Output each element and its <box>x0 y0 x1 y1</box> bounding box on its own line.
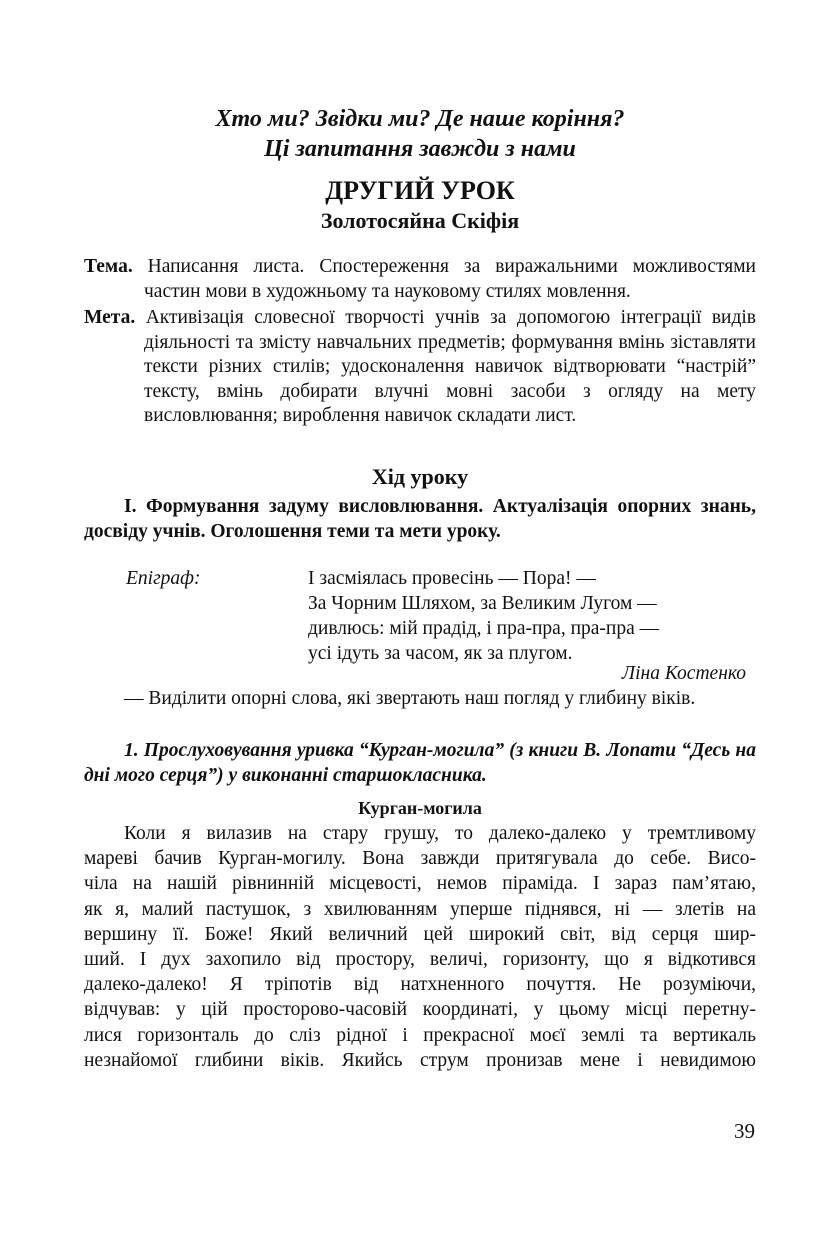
instruction-text: — Виділити опорні слова, які звертають наш погляд у глибину віків. <box>124 688 696 709</box>
story-line: чіла на нашій рівнинній місцевості, немов піраміда. І зараз пам’ятаю, <box>84 873 756 895</box>
epigraph-poem <box>308 566 756 666</box>
epigraph-header <box>84 104 756 164</box>
section-1-heading: І. Формування задуму висловлювання. Актуалізація опорних знань, досвіду учнів. Оголошення теми та мети уроку. <box>84 496 756 542</box>
epigraph-header-line-2: Ці запитання завжди з нами <box>264 136 576 162</box>
story-line: відчував: у цій просторово-часовій координаті, у цьому місці перетну- <box>84 999 756 1021</box>
story-line: як я, малий пастушок, з хвилюванням уперше піднявся, ні — злетів на <box>84 898 756 920</box>
story-line: ший. І дух захопило від простору, величі, горизонту, що я відкотився <box>84 949 756 971</box>
epigraph-line: дивлюсь: мій прадід, і пра-пра, пра-пра — <box>308 618 660 639</box>
topic-label: Тема. <box>84 256 133 277</box>
task-1-heading: 1. Прослуховування уривка “Курган-могила” (з книги В. Лопати “Десь на дні мого серця”) у виконанні старшокласника. <box>84 740 756 786</box>
lesson-subtitle: Золотосяйна Скіфія <box>320 208 520 233</box>
epigraph-line: І засміялась провесінь — Пора! — <box>308 568 596 589</box>
story-line: незнайомої глибини віків. Якийсь струм пронизав мене і невидимою <box>84 1049 756 1071</box>
epigraph-label: Епіграф: <box>126 568 201 589</box>
story-text <box>84 821 756 1073</box>
goal-block <box>84 306 756 429</box>
goal-label: Мета. <box>84 307 136 328</box>
epigraph-line: За Чорним Шляхом, за Великим Лугом — <box>308 593 657 614</box>
story-line: лися горизонталь до сліз рідної і прекрасної моєї землі та вертикаль <box>84 1024 756 1046</box>
page-number: 39 <box>734 1119 755 1143</box>
epigraph-author: Ліна Костенко <box>621 663 746 684</box>
story-line: вершину її. Боже! Який величний цей широкий світ, від серця шир- <box>84 923 756 945</box>
lesson-number: ДРУГИЙ УРОК <box>325 176 515 205</box>
epigraph-header-line-1: Хто ми? Звідки ми? Де наше коріння? <box>215 106 625 132</box>
course-heading: Хід уроку <box>371 464 469 489</box>
goal-text: Активізація словесної творчості учнів за допомогою інтеграції видів діяльності та змісту навчальних предметів; формування вмінь зіставляти тексти різних стилів; удосконалення навичок відтворювати “настрій” тексту, вмінь добирати влучні мовні засоби з огляду на мету висловлювання; вироблення навичок складати лист. <box>144 307 757 426</box>
topic-block <box>84 255 756 304</box>
story-line: мареві бачив Курган-могилу. Вона завжди притягувала до себе. Висо- <box>84 848 756 870</box>
story-title: Курган-могила <box>358 798 482 818</box>
story-line: далеко-далеко! Я тріпотів від натхненного почуття. Не розуміючи, <box>84 974 756 996</box>
topic-text: Написання листа. Спостереження за виражальними можливостями частин мови в художньому та науковому стилях мовлення. <box>144 256 756 302</box>
story-line: Коли я вилазив на стару грушу, то далеко-далеко у тремтливому <box>124 823 756 844</box>
epigraph-line: усі ідуть за часом, як за плугом. <box>308 643 573 664</box>
